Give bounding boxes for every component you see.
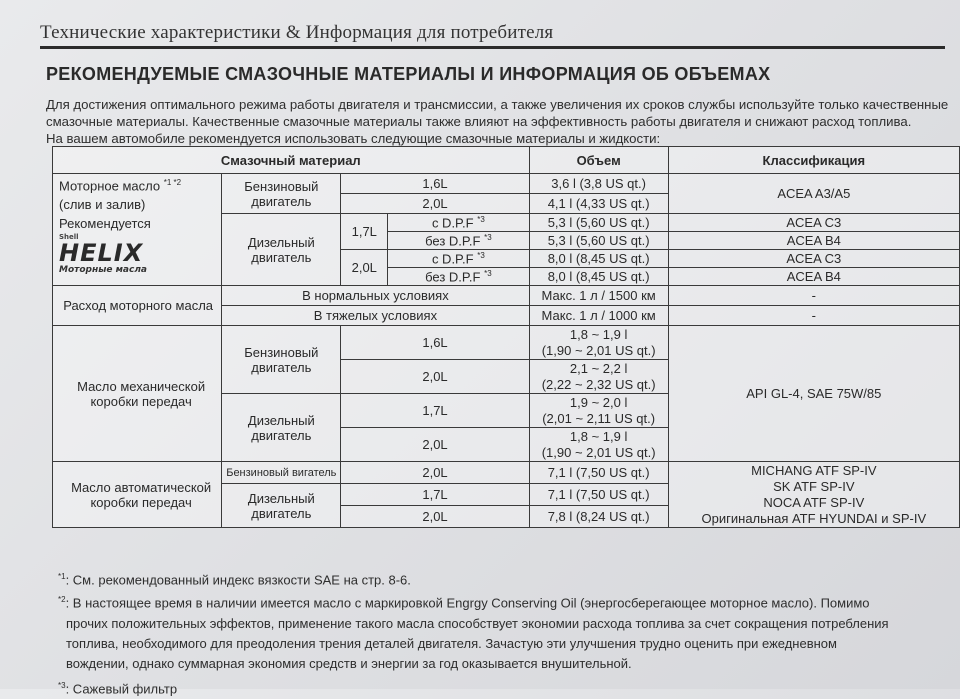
- engine-oil-footnote-mark: *1 *2: [163, 178, 182, 187]
- dpf-cell: [388, 214, 529, 232]
- footnote-text: : См. рекомендованный индекс вязкости SAE на стр. 8-6.: [65, 572, 411, 588]
- engine-diesel-17: 1,7L: [341, 214, 388, 250]
- intro-line: смазочные материалы. Качественные смазочные материалы также влияют на эффективность работы двигателя и снижают расход топлива.: [46, 114, 912, 129]
- engine-oil-label-2: (слив и залив): [59, 197, 146, 213]
- consumption-dash: -: [668, 306, 959, 326]
- page-title: РЕКОМЕНДУЕМЫЕ СМАЗОЧНЫЕ МАТЕРИАЛЫ И ИНФОРМАЦИЯ ОБ ОБЪЕМАХ: [46, 64, 771, 84]
- consumption-normal: В нормальных условиях: [222, 286, 529, 306]
- engine-class: ACEA B4: [668, 232, 959, 250]
- manual-volume-qt: (1,90 ~ 2,01 US qt.): [541, 342, 656, 358]
- dpf-cell: [388, 268, 529, 286]
- dpf-footnote-mark: *3: [477, 250, 485, 260]
- dpf-cell: [388, 250, 529, 268]
- header-volume: Объем: [529, 147, 668, 174]
- manual-diesel-label: Дизельный двигатель: [222, 394, 341, 462]
- auto-diesel-label: Дизельный двигатель: [222, 484, 341, 528]
- footnote-2-line: прочих положительных эффектов, применение такого масла способствует экономии расхода топлива за счет сокращения потребления: [66, 615, 889, 631]
- footnote-1: [58, 567, 953, 590]
- manual-volume-l: 1,9 ~ 2,0 l: [569, 394, 628, 410]
- engine-class: ACEA C3: [668, 214, 959, 232]
- helix-wordmark: HELIX: [59, 239, 144, 268]
- engine-volume: 8,0 l (8,45 US qt.): [529, 250, 668, 268]
- table-row: [53, 174, 960, 194]
- footnote-2-line: топлива, необходимого для преодоления трения деталей двигателя. Зачастую эти улучшения трудно оценить при ежедневном: [66, 635, 837, 651]
- engine-size: 1,6L: [341, 174, 529, 194]
- auto-volume: 7,1 l (7,50 US qt.): [529, 462, 668, 484]
- footnote-text: : В настоящее время в наличии имеется масло с маркировкой Engrgy Conserving Oil (энергосберегающее моторное масло). Помимо: [65, 595, 870, 611]
- engine-size: 2,0L: [341, 194, 529, 214]
- manual-volume-qt: (2,01 ~ 2,11 US qt.): [542, 410, 656, 426]
- manual-volume: [529, 360, 668, 394]
- engine-volume: 5,3 l (5,60 US qt.): [529, 232, 668, 250]
- auto-volume: 7,8 l (8,24 US qt.): [529, 506, 668, 528]
- lubricants-table: [52, 146, 960, 528]
- manual-volume: [529, 428, 668, 462]
- table-row: [53, 326, 960, 360]
- footnotes: [58, 567, 953, 699]
- footnote-mark: *2: [58, 595, 66, 605]
- consumption-normal-value: Макс. 1 л / 1500 км: [529, 286, 668, 306]
- dpf-label: с D.P.F: [431, 215, 474, 231]
- dpf-label: с D.P.F: [431, 251, 474, 267]
- helix-subtitle: Моторные масла: [59, 265, 148, 276]
- footnote-text: : Сажевый фильтр: [65, 680, 178, 696]
- intro-line: На вашем автомобиле рекомендуется использовать следующие смазочные материалы и жидкости:: [46, 131, 661, 146]
- auto-class: NOCA ATF SP-IV: [763, 494, 865, 510]
- auto-class: MICHANG ATF SP-IV: [751, 462, 877, 478]
- manual-volume-l: 1,8 ~ 1,9 l: [569, 428, 628, 444]
- section-header: [40, 20, 945, 49]
- manual-volume: [529, 394, 668, 428]
- manual-volume-l: 2,1 ~ 2,2 l: [569, 360, 628, 376]
- engine-oil-label-cell: [53, 174, 222, 286]
- engine-volume: 4,1 l (4,33 US qt.): [529, 194, 668, 214]
- manual-class: API GL-4, SAE 75W/85: [668, 326, 959, 462]
- intro-line: Для достижения оптимального режима работы двигателя и трансмиссии, а также увеличения их сроков службы используйте только качественные: [46, 97, 949, 112]
- auto-class: Оригинальная ATF HYUNDAI и SP-IV: [701, 510, 927, 526]
- footnote-2: [58, 590, 953, 613]
- table-header-row: [53, 147, 960, 174]
- engine-petrol-class: ACEA A3/A5: [668, 174, 959, 214]
- table-row: [53, 286, 960, 306]
- engine-diesel-label: Дизельный двигатель: [222, 214, 341, 286]
- auto-size: 2,0L: [341, 462, 529, 484]
- table-row: [53, 462, 960, 484]
- footnote-2-line: вождении, однако суммарная экономия средств и энергии за год оказывается внушительной.: [66, 655, 632, 671]
- dpf-footnote-mark: *3: [484, 232, 492, 242]
- manual-petrol-label: Бензиновый двигатель: [222, 326, 341, 394]
- dpf-footnote-mark: *3: [484, 268, 492, 278]
- header-material: Смазочный материал: [53, 147, 530, 174]
- engine-volume: 3,6 l (3,8 US qt.): [529, 174, 668, 194]
- engine-oil-label: Моторное масло: [59, 178, 161, 194]
- auto-volume: 7,1 l (7,50 US qt.): [529, 484, 668, 506]
- manual-size: 1,7L: [341, 394, 529, 428]
- consumption-label: Расход моторного масла: [53, 286, 222, 326]
- intro-paragraph: [46, 96, 949, 147]
- auto-petrol-label: Бензиновый вигатель: [222, 462, 341, 484]
- manual-volume: [529, 326, 668, 360]
- footnote-mark: *3: [58, 680, 66, 690]
- manual-volume-l: 1,8 ~ 1,9 l: [569, 326, 628, 342]
- dpf-label: без D.P.F: [425, 233, 481, 249]
- engine-petrol-label: Бензиновый двигатель: [222, 174, 341, 214]
- auto-class: SK ATF SP-IV: [773, 478, 855, 494]
- manual-size: 2,0L: [341, 428, 529, 462]
- consumption-heavy: В тяжелых условиях: [222, 306, 529, 326]
- manual-size: 2,0L: [341, 360, 529, 394]
- shell-brand-text: Shell: [59, 233, 79, 242]
- auto-label: Масло автоматической коробки передач: [53, 462, 222, 528]
- engine-diesel-20: 2,0L: [341, 250, 388, 286]
- dpf-cell: [388, 232, 529, 250]
- manual-label: Масло механической коробки передач: [53, 326, 222, 462]
- auto-class-cell: [668, 462, 959, 528]
- manual-volume-qt: (1,90 ~ 2,01 US qt.): [541, 444, 656, 460]
- section-header-text: Технические характеристики & Информация для потребителя: [40, 22, 554, 43]
- engine-oil-recommended: Рекомендуется: [59, 216, 151, 232]
- footnote-3: [58, 676, 953, 699]
- footnote-mark: *1: [58, 572, 66, 581]
- engine-class: ACEA B4: [668, 268, 959, 286]
- engine-volume: 8,0 l (8,45 US qt.): [529, 268, 668, 286]
- engine-volume: 5,3 l (5,60 US qt.): [529, 214, 668, 232]
- auto-size: 1,7L: [341, 484, 529, 506]
- dpf-footnote-mark: *3: [477, 214, 485, 224]
- dpf-label: без D.P.F: [425, 269, 481, 285]
- shell-helix-logo: [59, 233, 217, 275]
- engine-class: ACEA C3: [668, 250, 959, 268]
- header-class: Классификация: [668, 147, 959, 174]
- manual-volume-qt: (2,22 ~ 2,32 US qt.): [541, 376, 656, 392]
- consumption-dash: -: [668, 286, 959, 306]
- consumption-heavy-value: Макс. 1 л / 1000 км: [529, 306, 668, 326]
- auto-size: 2,0L: [341, 506, 529, 528]
- manual-size: 1,6L: [341, 326, 529, 360]
